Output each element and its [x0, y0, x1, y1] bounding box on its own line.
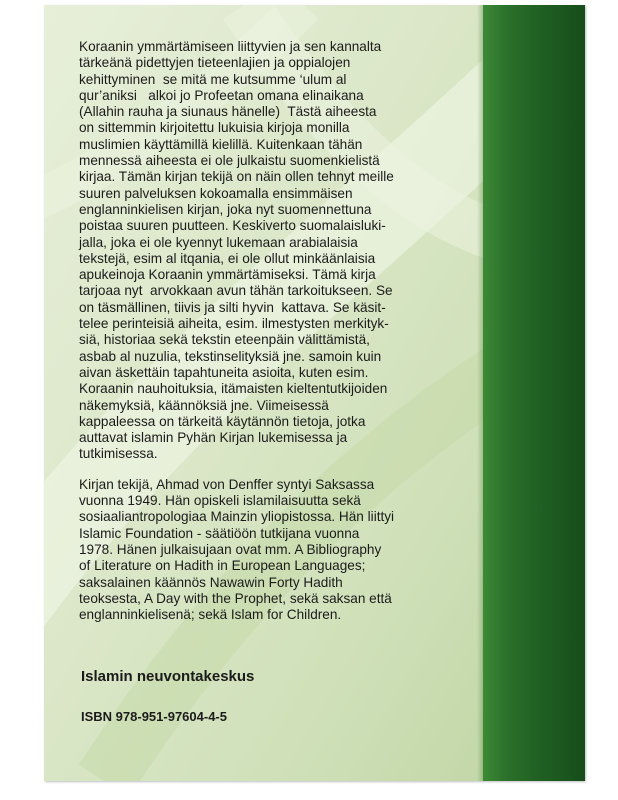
description-paragraph — [79, 39, 429, 463]
text-line: kappaleessa on tärkeitä käytännön tietoja, jotka — [79, 413, 366, 429]
text-line: vuonna 1949. Hän opiskeli islamilaisuutta sekä — [79, 493, 361, 509]
text-line: näkemyksiä, käännöksiä jne. Viimeisessä — [79, 397, 329, 413]
text-line: of Literature on Hadith in European Languages; — [79, 558, 366, 574]
text-line: kirjaa. Tämän kirjan tekijä on näin ollen tehnyt meille — [79, 169, 394, 185]
text-line: siä, historiaa sekä tekstin eteenpäin välittämistä, — [79, 332, 370, 348]
author-bio-paragraph — [79, 477, 429, 624]
text-line: Koraanin nauhoituksia, itämaisten kieltentutkijoiden — [79, 381, 388, 397]
book-back-cover — [44, 5, 585, 781]
text-line: teoksesta, A Day with the Prophet, sekä saksan että — [79, 590, 392, 606]
description-text — [79, 39, 429, 623]
text-line: tutkimisessa. — [79, 446, 158, 462]
text-line: englanninkielisenä; sekä Islam for Children. — [79, 607, 342, 623]
isbn-number: ISBN 978-951-97604-4-5 — [81, 709, 227, 724]
text-line: poistaa suuren puutteen. Keskiverto suomalaisluki- — [79, 218, 386, 234]
text-line: qur’aniksi alkoi jo Profeetan omana elinaikana — [79, 87, 364, 103]
text-line: Koraanin ymmärtämiseen liittyvien ja sen kannalta — [79, 39, 382, 54]
text-line: auttavat islamin Pyhän Kirjan lukemisessa ja — [79, 430, 348, 446]
text-line: (Allahin rauha ja siunaus hänelle) Tästä aiheesta — [79, 104, 377, 120]
green-spine-band — [483, 5, 585, 781]
text-line: mennessä aiheesta ei ole julkaistu suomenkielistä — [79, 153, 380, 169]
text-line: apukeinoja Koraanin ymmärtämiseksi. Tämä kirja — [79, 267, 376, 283]
text-line: kehittyminen se mitä me kutsumme ‘ulum al — [79, 71, 347, 87]
text-line: suuren palveluksen kokoamalla ensimmäisen — [79, 185, 353, 201]
text-line: Islamic Foundation - säätiöön tutkijana vuonna — [79, 525, 360, 541]
text-line: englanninkielisen kirjan, joka nyt suomennettuna — [79, 201, 372, 217]
text-line: tekstejä, esim al itqania, ei ole ollut minkäänlaisia — [79, 250, 376, 266]
publisher-name: Islamin neuvontakeskus — [81, 668, 255, 685]
text-line: jalla, joka ei ole kyennyt lukemaan arabialaisia — [79, 234, 358, 250]
text-line: telee perinteisiä aiheita, esim. ilmestysten merkityk- — [79, 316, 389, 332]
text-line: 1978. Hänen julkaisujaan ovat mm. A Bibliography — [79, 541, 382, 557]
text-line: tarjoaa nyt arvokkaan avun tähän tarkoitukseen. Se — [79, 283, 393, 299]
text-line: saksalainen käännös Nawawin Forty Hadith — [79, 574, 343, 590]
text-line: Kirjan tekijä, Ahmad von Denffer syntyi Saksassa — [79, 476, 375, 492]
text-line: asbab al nuzulia, tekstinselityksiä jne. samoin kuin — [79, 348, 382, 364]
text-line: aivan äskettäin tapahtuneita asioita, kuten esim. — [79, 364, 369, 380]
text-line: on täsmällinen, tiivis ja silti hyvin kattava. Se käsit- — [79, 299, 386, 315]
text-line: sosiaaliantropologiaa Mainzin yliopistossa. Hän liittyi — [79, 509, 395, 525]
text-line: muslimien käyttämillä kielillä. Kuitenkaan tähän — [79, 136, 363, 152]
text-line: on sittemmin kirjoitettu lukuisia kirjoja monilla — [79, 120, 350, 136]
text-line: tärkeänä pidettyjen tieteenlajien ja oppialojen — [79, 55, 351, 71]
